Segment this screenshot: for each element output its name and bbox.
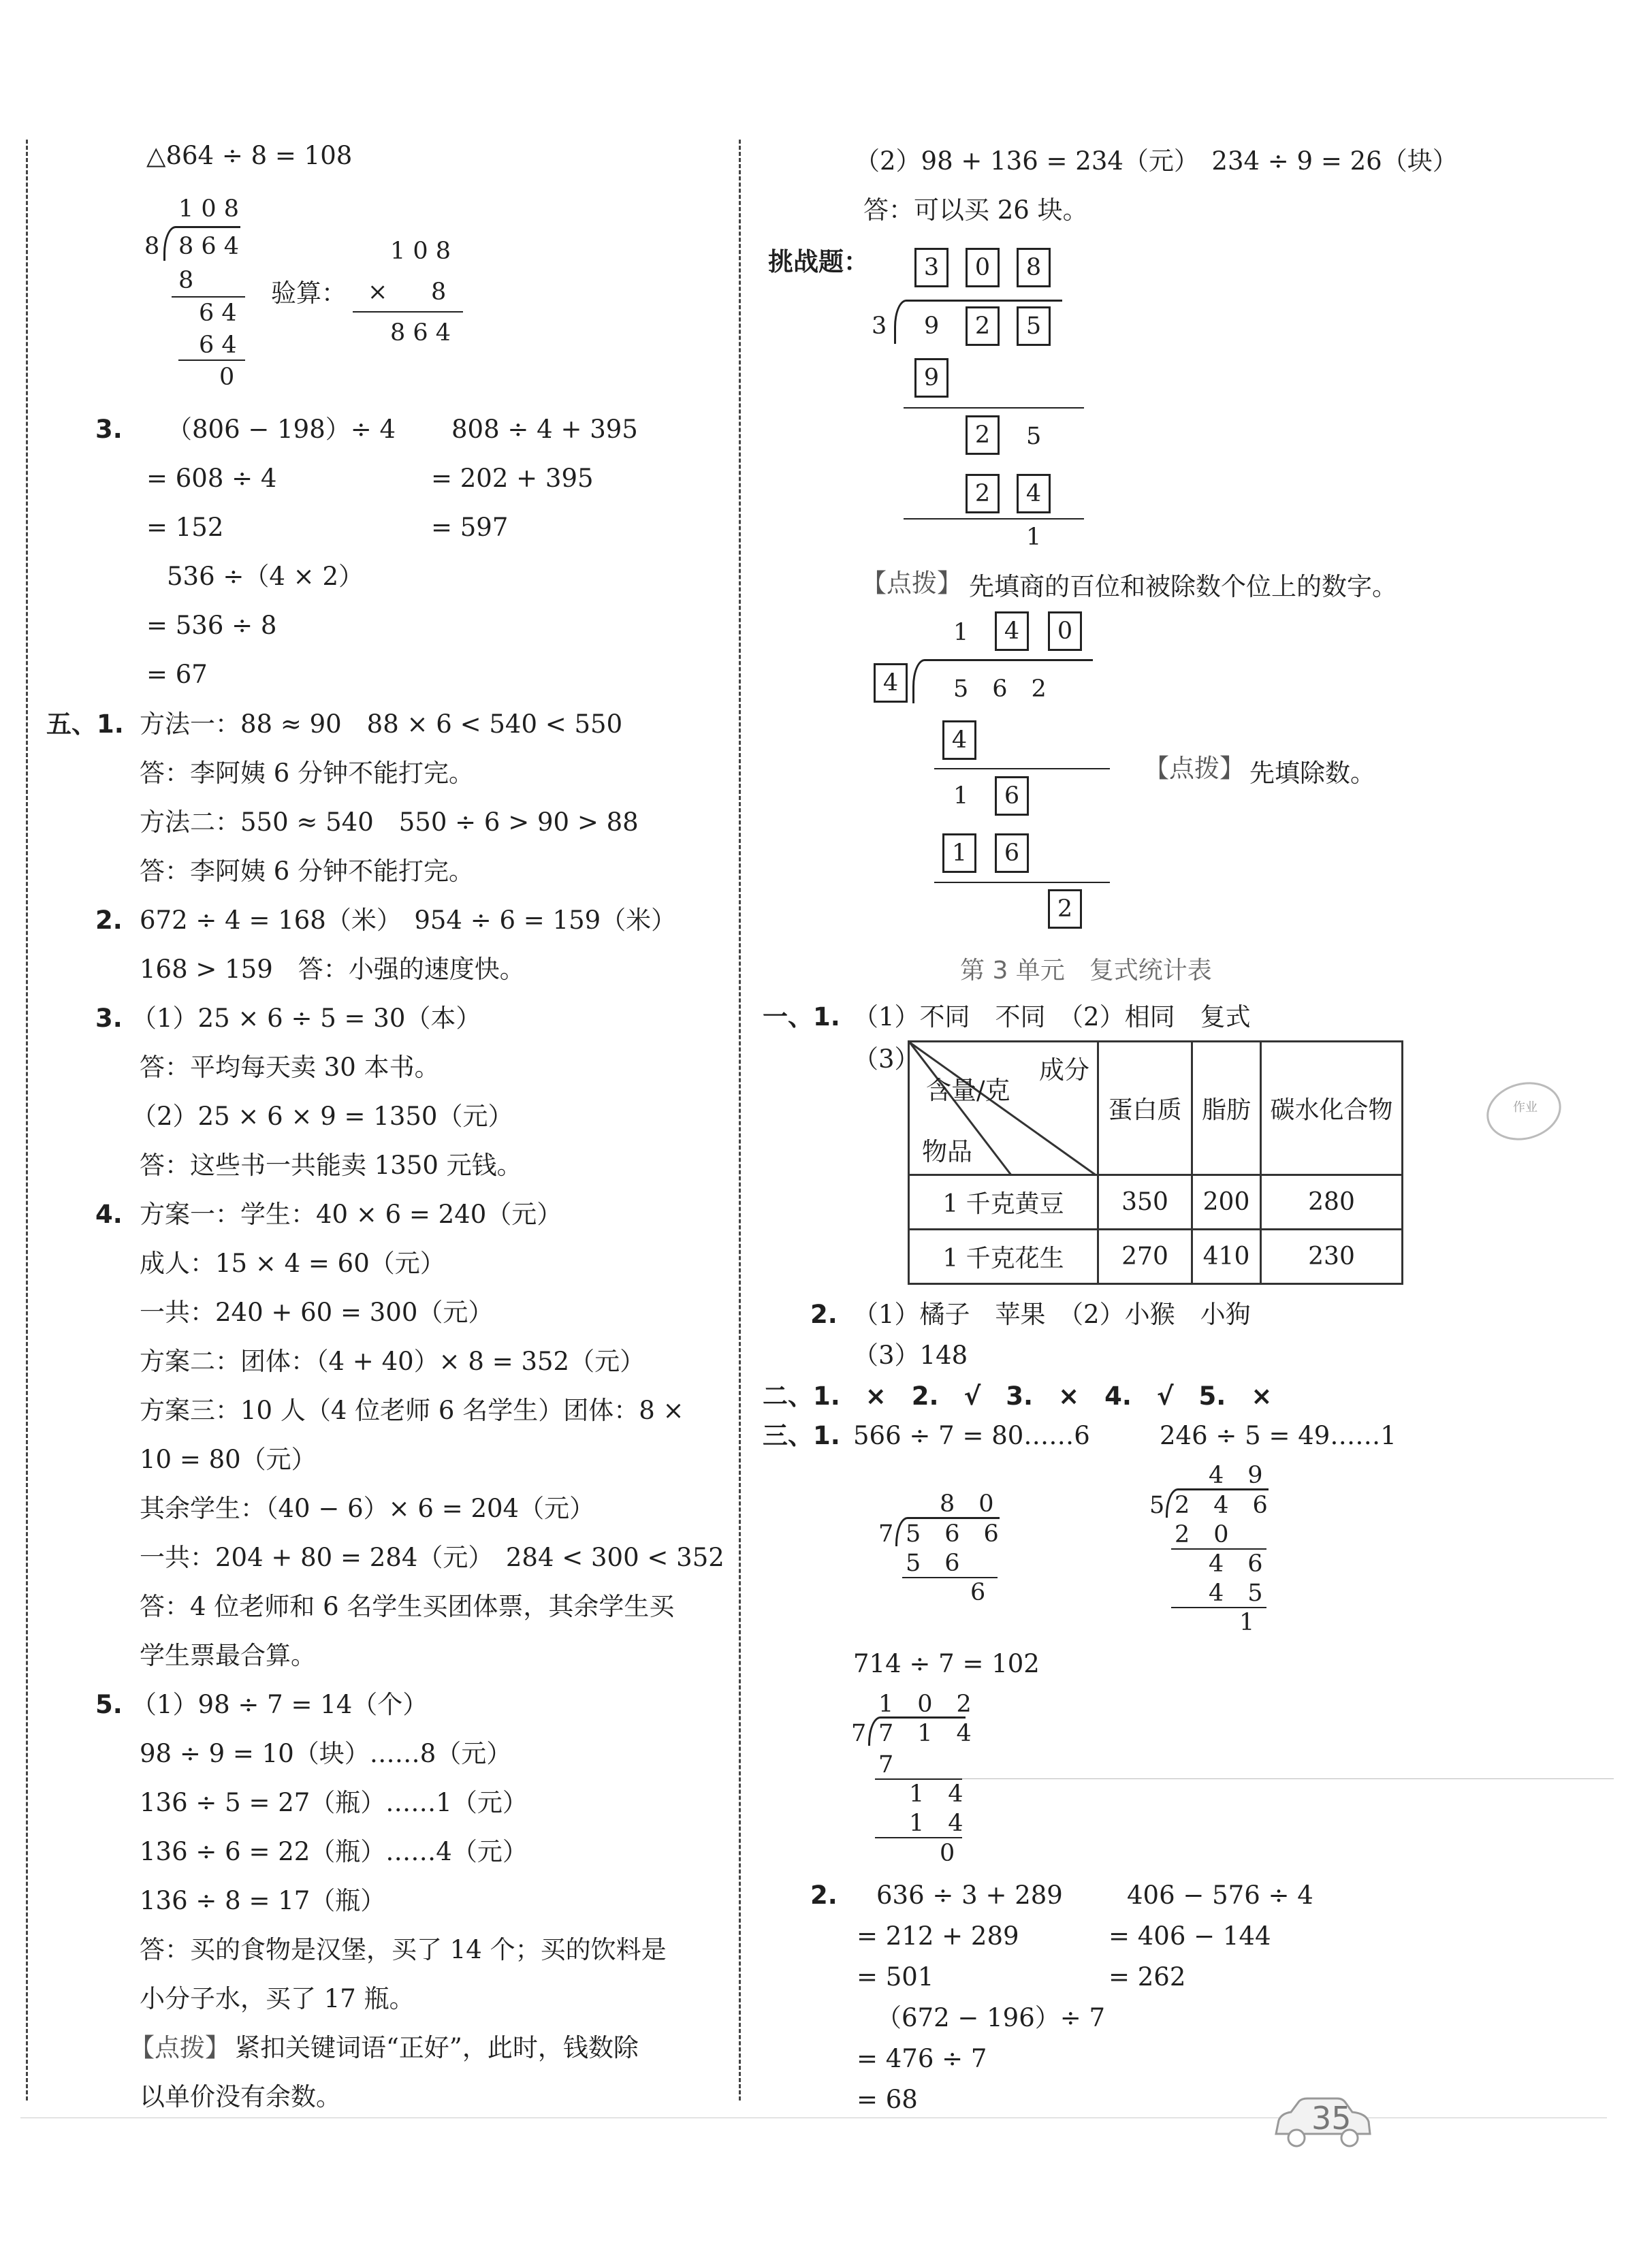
line-triangle-check: △864 ÷ 8 = 108	[146, 141, 353, 170]
hint-text: 紧扣关键词语“正好”，此时，钱数除	[235, 2033, 639, 2062]
calc3-line2: = 476 ÷ 7	[857, 2044, 987, 2073]
ld3-dividend: 7 1 4	[878, 1720, 972, 1747]
ld2-rem1: 4 6	[1209, 1550, 1263, 1578]
ld3-sub1: 7	[878, 1751, 894, 1778]
ch-n-box-2: 5	[1017, 306, 1051, 346]
check-op: ×	[368, 278, 388, 306]
d2-sub2-box-1: 1	[942, 833, 976, 873]
left-margin-rule	[26, 140, 28, 2101]
ch-q-box-1: 3	[914, 248, 948, 287]
section5-label: 五、1.	[46, 709, 124, 739]
row1-item: 1 千克黄豆	[909, 1175, 1098, 1230]
hint-text-2: 以单价没有余数。	[140, 2082, 341, 2111]
s5-p1-line4: 答：李阿姨 6 分钟不能打完。	[140, 857, 475, 886]
s5-p5-line5: 136 ÷ 8 = 17（瓶）	[140, 1886, 386, 1915]
q3-a2: = 608 ÷ 4	[146, 464, 277, 493]
ch-sub2-box-2: 4	[1017, 474, 1051, 513]
ld3-rem1: 1 4	[909, 1780, 963, 1808]
ch-dividend-first: 9	[924, 313, 940, 340]
section3-label: 三、1.	[763, 1421, 840, 1450]
s5-p2-line2: 168 > 159 答：小强的速度快。	[140, 955, 525, 984]
d2-dividend: 5 6 2	[953, 675, 1047, 703]
calc3-line1: （672 − 196）÷ 7	[876, 2003, 1106, 2032]
ch-sub1-box: 9	[914, 358, 948, 398]
ch-remainder: 1	[1026, 524, 1042, 551]
s5-p4-line9: 答：4 位老师和 6 名学生买团体票，其余学生买	[140, 1592, 675, 1621]
hint1-text: 先填商的百位和被除数个位上的数字。	[969, 572, 1397, 601]
ch-q-box-3: 8	[1017, 248, 1051, 287]
ld3-line2	[875, 1837, 962, 1838]
ld3-quotient: 1 0 2	[878, 1691, 972, 1718]
ch-line2	[904, 518, 1084, 520]
r-top-line2: 答：可以买 26 块。	[863, 195, 1088, 225]
div1-rem2: 0	[219, 364, 235, 391]
hint1-tag: 【点拨】	[861, 569, 962, 598]
q3-b1: 808 ÷ 4 + 395	[451, 415, 638, 444]
s5-p4-line2: 成人：15 × 4 = 60（元）	[140, 1249, 445, 1278]
page-number: 35	[1311, 2100, 1352, 2137]
row2-fat: 410	[1192, 1230, 1261, 1284]
right-rule	[885, 1778, 1614, 1779]
s5-p4-line5: 方案三：10 人（4 位老师 6 名学生）团体：8 ×	[140, 1396, 684, 1425]
div1-quotient: 1 0 8	[178, 195, 240, 223]
calc3-line3: = 68	[857, 2085, 918, 2114]
ld2-sub1: 2 0	[1175, 1521, 1229, 1548]
check-product: 8 6 4	[390, 319, 451, 347]
s5-p5-line6: 答：买的食物是汉堡，买了 14 个；买的饮料是	[140, 1935, 667, 1964]
s5-p4-line1: 方案一：学生：40 × 6 = 240（元）	[140, 1200, 562, 1229]
hint2-text: 先填除数。	[1249, 758, 1375, 788]
ch-rem1-digit: 5	[1026, 423, 1042, 450]
diag-top-label: 成分	[1039, 1055, 1089, 1085]
unit3-title: 第 3 单元 复式统计表	[960, 957, 1212, 985]
calc2-line2: = 406 − 144	[1109, 1921, 1271, 1951]
d2-rem1-first: 1	[953, 782, 969, 810]
ld1-line	[902, 1577, 998, 1578]
check-label: 验算：	[271, 278, 347, 308]
unit3-q1-3-label: （3）	[853, 1044, 920, 1074]
ch-q-box-2: 0	[966, 248, 1000, 287]
s5-p4-line7: 其余学生：（40 − 6）× 6 = 204（元）	[140, 1494, 595, 1523]
s5-p5-line1: （1）98 ÷ 7 = 14（个）	[131, 1690, 428, 1719]
div1-dividend: 8 6 4	[178, 233, 240, 260]
eq-566: 566 ÷ 7 = 80……6	[853, 1421, 1090, 1450]
div1-line1	[172, 296, 245, 298]
calc1-line2: = 212 + 289	[857, 1921, 1019, 1951]
ch-divisor: 3	[872, 313, 887, 340]
ld2-dividend: 2 4 6	[1175, 1492, 1268, 1519]
calc1-line1: 636 ÷ 3 + 289	[876, 1881, 1063, 1910]
s5-q3-number: 3.	[95, 1004, 123, 1033]
s5-p3-line3: （2）25 × 6 × 9 = 1350（元）	[131, 1102, 513, 1131]
s5-p3-line1: （1）25 × 6 ÷ 5 = 30（本）	[131, 1004, 481, 1033]
header-carb: 碳水化合物	[1261, 1042, 1403, 1175]
header-protein: 蛋白质	[1098, 1042, 1192, 1175]
d2-line2	[934, 882, 1110, 883]
ld2-line1	[1171, 1548, 1266, 1550]
s5-p1-line3: 方法二：550 ≈ 540 550 ÷ 6 > 90 > 88	[140, 808, 639, 837]
ld2-divisor: 5	[1149, 1492, 1165, 1519]
section2-answers: 二、1. × 2. √ 3. × 4. √ 5. ×	[763, 1381, 1273, 1411]
s5-p4-line3: 一共：240 + 60 = 300（元）	[140, 1298, 494, 1327]
challenge-label: 挑战题：	[768, 247, 869, 276]
row1-carb: 280	[1261, 1175, 1403, 1230]
d2-remainder-box: 2	[1048, 889, 1082, 929]
header-fat: 脂肪	[1192, 1042, 1261, 1175]
ld3-divisor: 7	[851, 1720, 867, 1747]
s5-p4-line10: 学生票最合算。	[140, 1641, 316, 1670]
s5-p1-line1: 方法一：88 ≈ 90 88 × 6 < 540 < 550	[140, 709, 623, 739]
q3-number: 3.	[95, 415, 123, 444]
s5-p3-line2: 答：平均每天卖 30 本书。	[140, 1053, 440, 1082]
check-b: 8	[431, 278, 447, 306]
ld1-divisor: 7	[878, 1520, 894, 1548]
div1-divisor: 8	[144, 233, 160, 260]
row2-carb: 230	[1261, 1230, 1403, 1284]
calc2-line1: 406 − 576 ÷ 4	[1127, 1881, 1313, 1910]
q3-a1: （806 − 198）÷ 4	[167, 415, 396, 444]
check-line	[353, 311, 463, 313]
page-number-badge	[1272, 2097, 1374, 2150]
diag-bot-label: 物品	[922, 1137, 972, 1166]
row2-item: 1 千克花生	[909, 1230, 1098, 1284]
s5-p2-line1: 672 ÷ 4 = 168（米） 954 ÷ 6 = 159（米）	[140, 906, 677, 935]
calc2-line3: = 262	[1109, 1962, 1186, 1992]
div1-sub1: 8	[178, 267, 194, 294]
q3-b2: = 202 + 395	[431, 464, 594, 493]
ch-line1	[904, 407, 1084, 409]
ld3-rem: 0	[940, 1840, 955, 1867]
d2-rem1-box: 6	[995, 776, 1029, 816]
ld1-quotient: 8 0	[940, 1490, 994, 1518]
r-top-line1: （2）98 + 136 = 234（元） 234 ÷ 9 = 26（块）	[855, 146, 1458, 176]
d2-quotient-first: 1	[953, 619, 969, 646]
div1-line2	[178, 360, 245, 361]
ld1-rem: 6	[970, 1579, 986, 1606]
unit3-q2-text: （1）橘子 苹果 （2）小猴 小狗	[853, 1300, 1251, 1329]
ch-n-box-1: 2	[966, 306, 1000, 346]
unit3-q2-3: （3）148	[853, 1341, 968, 1370]
q3-a3: = 152	[146, 513, 224, 542]
s5-q4-number: 4.	[95, 1200, 123, 1229]
stamp-text: 作业	[1513, 1100, 1537, 1115]
ld3-line1	[875, 1778, 962, 1780]
hint-tag: 【点拨】	[129, 2033, 230, 2062]
hint2-tag: 【点拨】	[1144, 754, 1245, 783]
unit3-q1-text: （1）不同 不同 （2）相同 复式	[853, 1002, 1251, 1032]
s5-p4-line8: 一共：204 + 80 = 284（元） 284 < 300 < 352	[140, 1543, 724, 1572]
calc1-line3: = 501	[857, 1962, 934, 1992]
s5-p4-line4: 方案二：团体：（4 + 40）× 8 = 352（元）	[140, 1347, 645, 1376]
s5-p3-line4: 答：这些书一共能卖 1350 元钱。	[140, 1151, 522, 1180]
s5-q2-number: 2.	[95, 906, 123, 935]
eq-714: 714 ÷ 7 = 102	[853, 1649, 1040, 1678]
d2-line1	[934, 768, 1110, 769]
q3-c2: = 536 ÷ 8	[146, 611, 277, 640]
s5-p5-line4: 136 ÷ 6 = 22（瓶）……4（元）	[140, 1837, 528, 1866]
diagonal-header-cell	[909, 1042, 1098, 1175]
ld1-sub: 5 6	[906, 1550, 960, 1577]
s5-p5-line2: 98 ÷ 9 = 10（块）……8（元）	[140, 1739, 512, 1768]
s5-p1-line2: 答：李阿姨 6 分钟不能打完。	[140, 758, 475, 788]
row1-protein: 350	[1098, 1175, 1192, 1230]
d2-divisor-box: 4	[874, 663, 908, 703]
column-divider	[739, 140, 741, 2101]
s5-p5-line7: 小分子水，买了 17 瓶。	[140, 1984, 415, 2013]
q3-c3: = 67	[146, 660, 208, 689]
nutrition-table	[908, 1040, 1403, 1285]
d2-sub1-box: 4	[942, 720, 976, 760]
ld1-dividend: 5 6 6	[906, 1520, 999, 1548]
ld3-sub2: 1 4	[909, 1810, 963, 1837]
ch-sub2-box-1: 2	[966, 474, 1000, 513]
s5-p4-line6: 10 = 80（元）	[140, 1445, 317, 1474]
eq-246: 246 ÷ 5 = 49……1	[1160, 1421, 1397, 1450]
ld2-line2	[1171, 1607, 1266, 1608]
ld2-sub2: 4 5	[1209, 1580, 1263, 1607]
s5-p5-line3: 136 ÷ 5 = 27（瓶）……1（元）	[140, 1788, 528, 1817]
homework-stamp-icon	[1483, 1077, 1565, 1145]
div1-sub2: 6 4	[199, 332, 237, 359]
d2-q-box-1: 4	[995, 611, 1029, 651]
q3-c1: 536 ÷（4 × 2）	[167, 562, 364, 591]
s5-q5-number: 5.	[95, 1690, 123, 1719]
div1-rem1: 6 4	[199, 300, 237, 327]
row2-protein: 270	[1098, 1230, 1192, 1284]
check-a: 1 0 8	[390, 238, 451, 265]
diag-mid-label: 含量/克	[926, 1076, 1010, 1105]
q3-b3: = 597	[431, 513, 509, 542]
s3-q2-number: 2.	[810, 1881, 838, 1910]
d2-q-box-2: 0	[1048, 611, 1082, 651]
unit3-q1-label: 一、1.	[763, 1002, 840, 1032]
ld2-quotient: 4 9	[1209, 1462, 1263, 1489]
row1-fat: 200	[1192, 1175, 1261, 1230]
ch-rem1-box: 2	[966, 415, 1000, 455]
ld2-rem: 1	[1239, 1609, 1255, 1636]
unit3-q2-number: 2.	[810, 1300, 838, 1329]
d2-sub2-box-2: 6	[995, 833, 1029, 873]
